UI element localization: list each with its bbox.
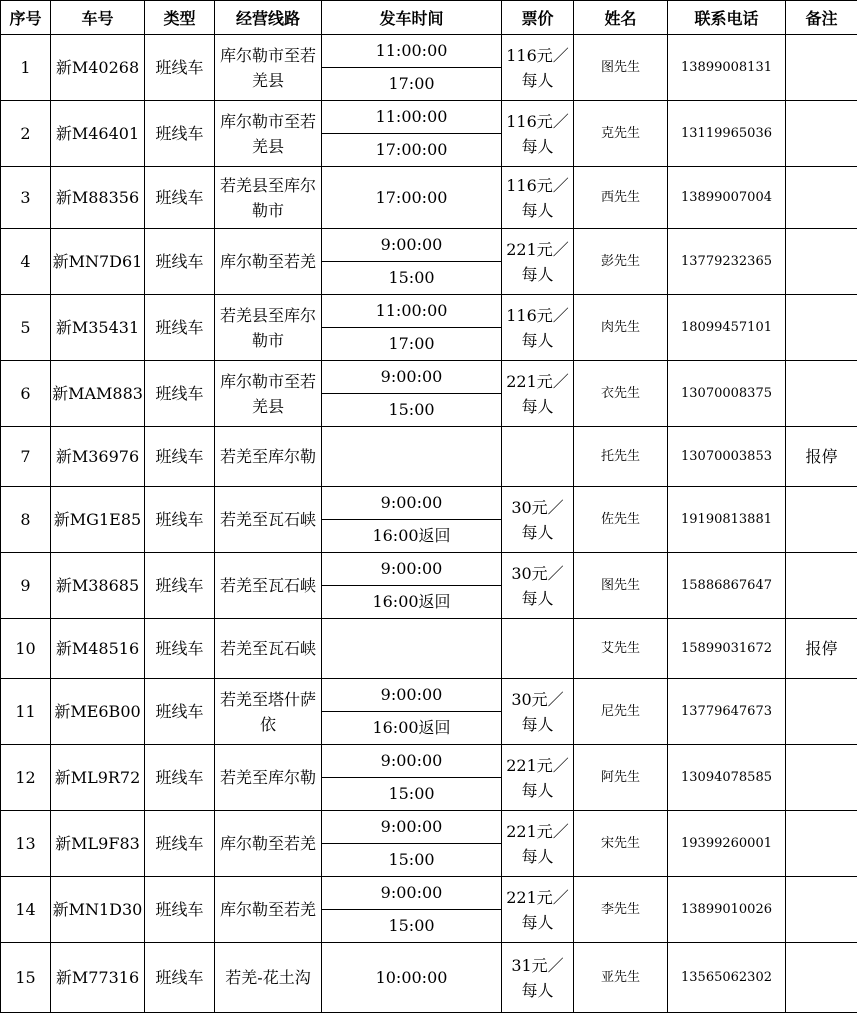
note: [786, 35, 857, 101]
note: 报停: [786, 619, 857, 679]
table-row: [1, 427, 857, 487]
departure-time: 11:00:00: [322, 101, 501, 133]
fare: 221元／每人: [502, 877, 574, 943]
departure-time: 9:00:00: [322, 553, 501, 585]
departure-time-stack: [322, 487, 501, 552]
fare: 116元／每人: [502, 295, 574, 361]
phone-number: 13070003853: [668, 427, 786, 487]
departure-time-stack: [322, 679, 501, 744]
departure-times: [322, 361, 502, 427]
table-row: [1, 877, 857, 943]
departure-time-stack: [322, 943, 501, 1012]
row-number: 5: [1, 295, 51, 361]
table-row: [1, 943, 857, 1013]
phone-number: 15899031672: [668, 619, 786, 679]
plate-number: 新M77316: [51, 943, 145, 1013]
header-row: [1, 1, 857, 35]
row-number: 1: [1, 35, 51, 101]
plate-number: 新ML9F83: [51, 811, 145, 877]
departure-times: [322, 427, 502, 487]
departure-time: 16:00返回: [322, 711, 501, 744]
fare: 221元／每人: [502, 229, 574, 295]
plate-number: 新M88356: [51, 167, 145, 229]
plate-number: 新ME6B00: [51, 679, 145, 745]
note: [786, 167, 857, 229]
phone-number: 13779232365: [668, 229, 786, 295]
note: [786, 679, 857, 745]
vehicle-type: 班线车: [145, 877, 215, 943]
note: [786, 361, 857, 427]
departure-time: 11:00:00: [322, 295, 501, 327]
fare: 116元／每人: [502, 167, 574, 229]
fare: 116元／每人: [502, 101, 574, 167]
phone-number: 13899007004: [668, 167, 786, 229]
route: 库尔勒市至若羌县: [215, 101, 322, 167]
vehicle-type: 班线车: [145, 745, 215, 811]
table-row: [1, 101, 857, 167]
contact-name: 宋先生: [574, 811, 668, 877]
vehicle-type: 班线车: [145, 553, 215, 619]
header-cell: 备注: [786, 1, 857, 35]
phone-number: 13899008131: [668, 35, 786, 101]
departure-time-stack: [322, 811, 501, 876]
table-row: [1, 679, 857, 745]
contact-name: 尼先生: [574, 679, 668, 745]
contact-name: 肉先生: [574, 295, 668, 361]
note: [786, 745, 857, 811]
departure-time-stack: [322, 167, 501, 228]
departure-time: 9:00:00: [322, 361, 501, 393]
departure-times: [322, 229, 502, 295]
departure-time: 15:00: [322, 393, 501, 426]
row-number: 3: [1, 167, 51, 229]
plate-number: 新M46401: [51, 101, 145, 167]
phone-number: 13094078585: [668, 745, 786, 811]
vehicle-type: 班线车: [145, 101, 215, 167]
phone-number: 13899010026: [668, 877, 786, 943]
fare: 31元／每人: [502, 943, 574, 1013]
vehicle-type: 班线车: [145, 943, 215, 1013]
vehicle-type: 班线车: [145, 679, 215, 745]
fare: 116元／每人: [502, 35, 574, 101]
note: [786, 229, 857, 295]
plate-number: 新MG1E85: [51, 487, 145, 553]
departure-times: [322, 811, 502, 877]
route: 若羌至塔什萨依: [215, 679, 322, 745]
departure-times: [322, 35, 502, 101]
phone-number: 13565062302: [668, 943, 786, 1013]
row-number: 13: [1, 811, 51, 877]
departure-time: 9:00:00: [322, 487, 501, 519]
contact-name: 托先生: [574, 427, 668, 487]
departure-time: 15:00: [322, 843, 501, 876]
plate-number: 新MN7D61: [51, 229, 145, 295]
plate-number: 新MN1D30: [51, 877, 145, 943]
fare: [502, 619, 574, 679]
route: 若羌至库尔勒: [215, 745, 322, 811]
header-cell: 联系电话: [668, 1, 786, 35]
departure-time: 17:00: [322, 67, 501, 100]
plate-number: 新M35431: [51, 295, 145, 361]
departure-time: 17:00: [322, 327, 501, 360]
vehicle-type: 班线车: [145, 229, 215, 295]
table-row: [1, 619, 857, 679]
departure-time: 9:00:00: [322, 679, 501, 711]
contact-name: 艾先生: [574, 619, 668, 679]
table-row: [1, 229, 857, 295]
route: 库尔勒至若羌: [215, 229, 322, 295]
route: 库尔勒市至若羌县: [215, 361, 322, 427]
header-cell: 类型: [145, 1, 215, 35]
header-cell: 车号: [51, 1, 145, 35]
note: [786, 943, 857, 1013]
plate-number: 新MAM883: [51, 361, 145, 427]
header-cell: 序号: [1, 1, 51, 35]
departure-time-stack: [322, 361, 501, 426]
row-number: 4: [1, 229, 51, 295]
departure-time: 15:00: [322, 909, 501, 942]
contact-name: 李先生: [574, 877, 668, 943]
departure-time: 9:00:00: [322, 877, 501, 909]
phone-number: 13779647673: [668, 679, 786, 745]
departure-times: [322, 167, 502, 229]
route: 若羌至瓦石峡: [215, 487, 322, 553]
departure-time-stack: [322, 35, 501, 100]
note: [786, 877, 857, 943]
departure-time-stack: [322, 619, 501, 678]
phone-number: 13070008375: [668, 361, 786, 427]
departure-time: 17:00:00: [322, 167, 501, 228]
contact-name: 图先生: [574, 553, 668, 619]
table-row: [1, 811, 857, 877]
route: 若羌至瓦石峡: [215, 619, 322, 679]
fare: 221元／每人: [502, 811, 574, 877]
contact-name: 佐先生: [574, 487, 668, 553]
departure-time: 16:00返回: [322, 519, 501, 552]
route: 若羌县至库尔勒市: [215, 295, 322, 361]
header-cell: 发车时间: [322, 1, 502, 35]
header-cell: 经营线路: [215, 1, 322, 35]
departure-time-stack: [322, 877, 501, 942]
departure-time: 15:00: [322, 777, 501, 810]
row-number: 8: [1, 487, 51, 553]
plate-number: 新M38685: [51, 553, 145, 619]
departure-times: [322, 487, 502, 553]
vehicle-type: 班线车: [145, 427, 215, 487]
row-number: 9: [1, 553, 51, 619]
row-number: 14: [1, 877, 51, 943]
departure-time: 9:00:00: [322, 229, 501, 261]
vehicle-type: 班线车: [145, 361, 215, 427]
table-row: [1, 35, 857, 101]
note: [786, 487, 857, 553]
table-row: [1, 487, 857, 553]
route: 若羌至瓦石峡: [215, 553, 322, 619]
departure-time-stack: [322, 745, 501, 810]
note: [786, 295, 857, 361]
row-number: 10: [1, 619, 51, 679]
departure-times: [322, 295, 502, 361]
departure-time: 15:00: [322, 261, 501, 294]
row-number: 12: [1, 745, 51, 811]
row-number: 15: [1, 943, 51, 1013]
fare: 30元／每人: [502, 679, 574, 745]
route: 库尔勒市至若羌县: [215, 35, 322, 101]
contact-name: 亚先生: [574, 943, 668, 1013]
contact-name: 阿先生: [574, 745, 668, 811]
table-body: [1, 35, 857, 1013]
plate-number: 新M40268: [51, 35, 145, 101]
plate-number: 新M48516: [51, 619, 145, 679]
phone-number: 13119965036: [668, 101, 786, 167]
fare: [502, 427, 574, 487]
vehicle-type: 班线车: [145, 295, 215, 361]
table-row: [1, 361, 857, 427]
departure-time-stack: [322, 101, 501, 166]
route: 库尔勒至若羌: [215, 877, 322, 943]
departure-times: [322, 101, 502, 167]
note: [786, 811, 857, 877]
departure-times: [322, 943, 502, 1013]
vehicle-type: 班线车: [145, 35, 215, 101]
phone-number: 19190813881: [668, 487, 786, 553]
row-number: 6: [1, 361, 51, 427]
phone-number: 18099457101: [668, 295, 786, 361]
departure-time-stack: [322, 427, 501, 486]
vehicle-type: 班线车: [145, 811, 215, 877]
departure-time-stack: [322, 229, 501, 294]
contact-name: 彭先生: [574, 229, 668, 295]
plate-number: 新M36976: [51, 427, 145, 487]
departure-times: [322, 679, 502, 745]
table-row: [1, 295, 857, 361]
route: 若羌至库尔勒: [215, 427, 322, 487]
row-number: 2: [1, 101, 51, 167]
contact-name: 西先生: [574, 167, 668, 229]
departure-times: [322, 745, 502, 811]
contact-name: 克先生: [574, 101, 668, 167]
contact-name: 图先生: [574, 35, 668, 101]
note: 报停: [786, 427, 857, 487]
note: [786, 101, 857, 167]
table-row: [1, 553, 857, 619]
fare: 30元／每人: [502, 487, 574, 553]
fare: 221元／每人: [502, 361, 574, 427]
departure-times: [322, 553, 502, 619]
vehicle-type: 班线车: [145, 487, 215, 553]
departure-time: 10:00:00: [322, 943, 501, 1012]
header-cell: 姓名: [574, 1, 668, 35]
vehicle-type: 班线车: [145, 167, 215, 229]
fare: 30元／每人: [502, 553, 574, 619]
route: 若羌-花土沟: [215, 943, 322, 1013]
row-number: 7: [1, 427, 51, 487]
departure-times: [322, 877, 502, 943]
departure-time: 9:00:00: [322, 811, 501, 843]
note: [786, 553, 857, 619]
departure-time: 16:00返回: [322, 585, 501, 618]
header-cell: 票价: [502, 1, 574, 35]
departure-time: 11:00:00: [322, 35, 501, 67]
departure-time-stack: [322, 295, 501, 360]
table-row: [1, 167, 857, 229]
contact-name: 衣先生: [574, 361, 668, 427]
vehicle-type: 班线车: [145, 619, 215, 679]
fare: 221元／每人: [502, 745, 574, 811]
departure-time: 9:00:00: [322, 745, 501, 777]
route: 若羌县至库尔勒市: [215, 167, 322, 229]
phone-number: 15886867647: [668, 553, 786, 619]
table-row: [1, 745, 857, 811]
route: 库尔勒至若羌: [215, 811, 322, 877]
departure-time: 17:00:00: [322, 133, 501, 166]
plate-number: 新ML9R72: [51, 745, 145, 811]
departure-time-stack: [322, 553, 501, 618]
row-number: 11: [1, 679, 51, 745]
departure-times: [322, 619, 502, 679]
phone-number: 19399260001: [668, 811, 786, 877]
